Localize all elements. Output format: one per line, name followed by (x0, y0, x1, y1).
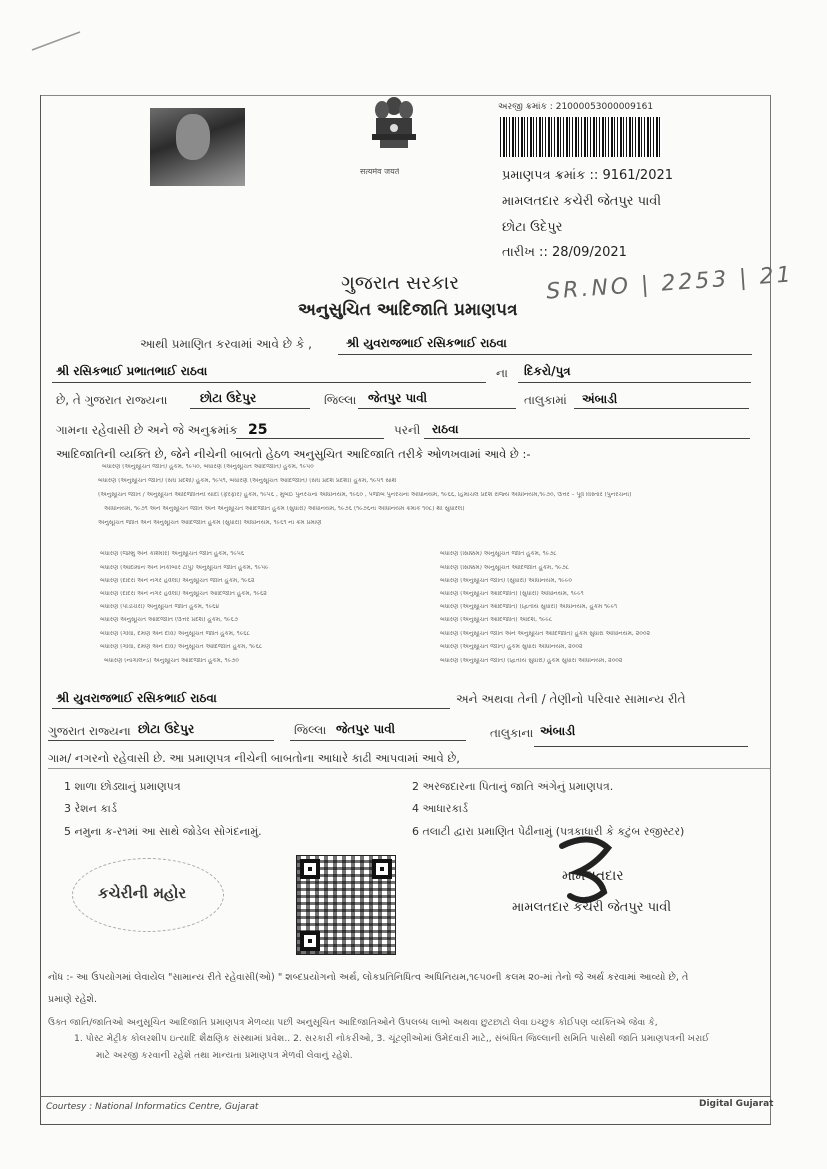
serial-number: 25 (248, 422, 268, 438)
order-line: બંધારણ (અનુસૂચિત જાતિ) (સંઘ પ્રદેશો) હુકમ, ૧૯૫૧, બંધારણ (અનુસૂચિત આદિજાતિ) (સંઘ પ્રદેશ પ્રદેશો) હુકમ, ૧૯૫૧ સાથે (98, 478, 397, 484)
issuing-district: છોટા ઉદેપુર (502, 220, 563, 235)
order-right-item: બંધારણ (અનુસૂચિત જાતિ) (સુધારો) અધિનિયમ, ૧૯૯૦ (440, 578, 573, 584)
order-right-item: બંધારણ (અનુસૂચિત આદિજાતિ) (સુધારો) અધિનિયમ, ૧૯૯૧ (440, 591, 584, 597)
page-border-left (40, 95, 41, 1125)
note-residence-definition: નોંધ :- આ ઉપયોગમાં લેવાયેલ "સામાન્ય રીતે રહેવાસી(ઓ) " શબ્દપ્રયોગનો અર્થ, લોકપ્રતિનિધિત્વ અધિનિયમ,૧૯૫૦ની કલમ ૨૦-માં તેનો જે અર્થ કરવામાં આવ્યો છે, તે (48, 972, 689, 983)
basis-item: 5 નમુના ક-ર૧માં આ સાથે જોડેલ સોગંદનામું. (64, 825, 262, 838)
basis-item: 6 તલાટી દ્વારા પ્રમાણિત પેઢીનામું (પત્રકાધારી કે કટુંબ રજીસ્ટર) (412, 825, 685, 838)
signatory-title: મામલતદાર (562, 868, 624, 884)
residence-district: છોટા ઉદેપુર (138, 722, 195, 736)
office-seal-text: કચેરીની મહોર (98, 884, 187, 902)
residence-candidate-name: શ્રી યુવરાજભાઈ રસિકભાઈ રાઠવા (56, 691, 217, 705)
basis-item: 1 શાળા છોડ્યાનું પ્રમાણપત્ર (64, 780, 181, 793)
order-left-item: બંધારણ (ગોવા, દમણ અને દીવ) અનુસૂચિત આદિજાતિ હુકમ, ૧૯૬૮ (100, 644, 263, 650)
order-line: બંધારણ (અનુસૂચિત જાતિ) હુકમ, ૧૯૫૦, બંધારણ (અનુસૂચિત આદિજાતિ) હુકમ, ૧૯૫૦ (102, 464, 314, 470)
order-left-item: બંધારણ (ગોવા, દમણ અને દીવ) અનુસૂચિત જાતિ હુકમ, ૧૯૬૮ (100, 631, 250, 637)
order-right-item: બંધારણ (સિક્કિમ) અનુસૂચિત જાતિ હુકમ, ૧૯૭૮ (440, 551, 557, 557)
certificate-number (502, 168, 673, 183)
taluka-label: તાલુકામાં (524, 393, 567, 407)
order-right-item: બંધારણ (અનુસૂચિત આદિજાતિ) આદેશ, ૧૯૯૮ (440, 617, 553, 623)
village-value: અંબાડી (582, 392, 618, 406)
parent-name: શ્રી રસિકભાઈ પ્રભાતભાઈ રાઠવા (56, 364, 208, 378)
residence-taluka: જેતપુર પાવી (336, 722, 396, 736)
government-title: ગુજરાત સરકાર (341, 272, 460, 294)
order-right-item: બંધારણ (અનુસૂચિત જાતિ) (દ્વિતીય સુધારો) હુકમ સુધારા અધિનિયમ, ૨૦૦૨ (440, 658, 623, 664)
order-left-item: બંધારણ (નાગાલેન્ડ) અનુસૂચિત આદિજાતિ હુકમ, ૧૯૭૦ (104, 658, 239, 664)
residence-village: અંબાડી (540, 724, 576, 738)
note-benefits: ઉક્ત જાતિ/જાતિઓ અનુસૂચિત આદિજાતિ પ્રમાણપત્ર મેળવ્યા પછી અનુસૂચિત આદિજાતિઓને ઉપલબ્ધ લાભો અથવા છુટછાટો લેવા ઇચ્છુક કોઈપણ વ્યક્તિએ જેવા કે, (48, 1017, 658, 1028)
order-right-item: બંધારણ (અનુસૂચિત જાતિ) હુકમ સુધારા અધિનિયમ, ૨૦૦૨ (440, 644, 583, 650)
order-left-item: બંધારણ (દાદરા અને નગર હવેલી) અનુસૂચિત આદિજાતિ હુકમ, ૧૯૬૨ (100, 591, 267, 597)
basis-item: 2 અરજદારના પિતાનું જાતિ અંગેનું પ્રમાણપત્ર. (412, 780, 614, 793)
order-left-item: બંધારણ (આંદામાન અને નિકોબાર ટાપુ) અનુસૂચિત જાતિ હુકમ, ૧૯૫૯ (100, 565, 269, 571)
residence-state-text: ગુજરાત રાજ્યના (48, 724, 131, 738)
application-number (498, 102, 653, 112)
state-text: છે, તે ગુજરાત રાજ્યના (56, 393, 168, 407)
footer-courtesy: Courtesy : National Informatics Centre, Gujarat (46, 1102, 259, 1112)
basis-item: 4 આધારકાર્ડ (412, 802, 468, 815)
issue-date-value: 28/09/2021 (551, 245, 627, 260)
tribe-recognition-line: આદિજાતિની વ્યક્તિ છે, જેને નીચેની બાબતો હેઠળ અનુસુચિત આદિજાતિ તરીકે ઓળખવામાં આવે છે :- (56, 447, 531, 461)
na-label: ના (496, 366, 508, 380)
order-left-item: બંધારણ (દાદરા અને નગર હવેલી) અનુસૂચિત જાતિ હુકમ, ૧૯૬૨ (100, 578, 255, 584)
page-border-right (770, 95, 771, 1125)
qr-code (296, 855, 396, 955)
order-right-item: બંધારણ (સિક્કિમ) અનુસૂચિત આદિજાતિ હુકમ, ૧૯૭૮ (440, 565, 570, 571)
family-text: અને અથવા તેની / તેણીનો પરિવાર સામાન્ય રીતે (456, 692, 686, 706)
scan-mark (30, 20, 90, 60)
resident-text: ગામના રહેવાસી છે અને જે અનુક્રમાંક (56, 423, 238, 437)
tribe-name: રાઠવા (432, 422, 459, 436)
order-left-item: બંધારણ અનુસૂચિત આદિજાતિ (ઉત્તર પ્રદેશ) હુકમ, ૧૯૬૭ (100, 617, 238, 623)
page-border-bottom (40, 1124, 771, 1125)
certificate-number-value: 9161/2021 (602, 168, 674, 183)
district-label: જિલ્લા (324, 393, 357, 407)
order-left-item: બંધારણ (જમ્મુ અને કાશ્મીર) અનુસૂચિત જાતિ હુકમ, ૧૯૫૬ (100, 551, 245, 557)
order-right-item: બંધારણ (અનુસૂચિત જાતિ અને અનુસૂચિત આદિજાતિ) હુકમ સુધારા અધિનિયમ, ૨૦૦૨ (440, 631, 650, 637)
residence-district-label: જિલ્લા (294, 723, 327, 737)
certificate-number-label: પ્રમાણપત્ર ક્રમાંક :: (502, 168, 599, 183)
note-benefits-end: માટે અરજી કરવાની રહેશે તથા માન્યતા પ્રમાણપત્ર મેળવી લેવાનું રહેશે. (96, 1050, 353, 1061)
certify-text: આથી પ્રમાણિત કરવામાં આવે છે કે , (140, 337, 312, 351)
footer-brand: Digital Gujarat (699, 1099, 774, 1109)
order-line: અધિનિયમ, ૧૯૭૧ અને અનુસૂચિત જાતિ અને અનુસૂચિત આદિજાતિ હુકમ (સુધારો) અધિનિયમ, ૧૯૭૬ (૧૯૭૬ના અધિનિયમ ક્રમાંક ૧૦૮) થી સુધારેલ) (104, 506, 465, 512)
note-benefits-list: 1. પોસ્ટ મેટ્રીક કોલરશીપ ઇત્યાદિ શૈક્ષણિક સંસ્થામાં પ્રવેશ.. 2. સરકારી નોકરીઓ, 3. ચૂંટણીઓમાં ઉમેદવારી માટે,, સંબંધિત જિલ્લાની સમિતિ પાસેથી જાતિ પ્રમાણપત્રની ખરાઈ (74, 1033, 710, 1044)
emblem-caption: सत्यमेव जयते (360, 168, 400, 176)
note-residence-definition-end: પ્રમાણે રહેશે. (48, 994, 97, 1005)
signatory-office: મામલતદાર કચેરી જેતપુર પાવી (512, 900, 672, 915)
certificate-title: અનુસુચિત આદિજાતિ પ્રમાણપત્ર (298, 300, 518, 320)
candidate-name: શ્રી યુવરાજભાઈ રસિકભાઈ રાઠવા (346, 336, 507, 350)
residence-taluka-label: તાલુકાના (490, 726, 534, 740)
issuing-office: મામલતદાર કચેરી જેતપુર પાવી (502, 194, 662, 209)
issue-basis-text: ગામ/ નગરનો રહેવાસી છે. આ પ્રમાણપત્ર નીચેની બાબતોના આધારે કાઢી આપવામાં આવે છે, (48, 751, 460, 765)
issue-date (502, 245, 627, 260)
taluka-value: જેતપુર પાવી (368, 391, 428, 405)
national-emblem-icon (364, 92, 424, 164)
issue-date-label: તારીખ :: (502, 245, 548, 260)
handwritten-serial: SR.NO | 2253 | 21 (545, 262, 795, 305)
district-value: છોટા ઉદેપુર (200, 391, 257, 405)
page-text: પરની (394, 423, 421, 437)
basis-item: 3 રેશન કાર્ડ (64, 802, 117, 815)
order-line: (અનુસૂચિત જાતિ / અનુસૂચિત આદિજાતિની યાદી (ફેરફાર) હુકમ, ૧૯૫૬ , મુંબઈ પુનર્રચના અધિનિયમ, ૧૯૬૦ , પંજાબ પુનર્રચના અધિનિયમ, ૧૯૬૬, હિમાચલ પ્રદેશ રાજ્ય અધિનિયમ,૧૯૭૦, ઉત્તર – પૂર્વ વિસ્તાર (પુનર્રચના) (98, 492, 632, 498)
applicant-photo-face (176, 114, 210, 160)
order-line: અનુસૂચિત જાતિ અને અનુસૂચિત આદિજાતિ હુકમ (સુધારો) અધિનિયમ, ૧૯૬૧ ના ક્રમ પ્રમાણે (98, 520, 322, 526)
order-left-item: બંધારણ (પોંડીચેરી) અનુસૂચિત જાતિ હુકમ, ૧૯૬૪ (100, 604, 220, 610)
application-number-value: 21000053000009161 (555, 102, 654, 112)
barcode (500, 117, 662, 157)
relation: દિકરો/પુત્ર (524, 364, 571, 378)
application-number-label: અરજી ક્રમાંક : (498, 102, 553, 112)
order-right-item: બંધારણ (અનુસૂચિત આદિજાતિ) (દ્વિતીય સુધારો) અધિનિયમ, હુકમ ૧૯૯૧ (440, 604, 618, 610)
